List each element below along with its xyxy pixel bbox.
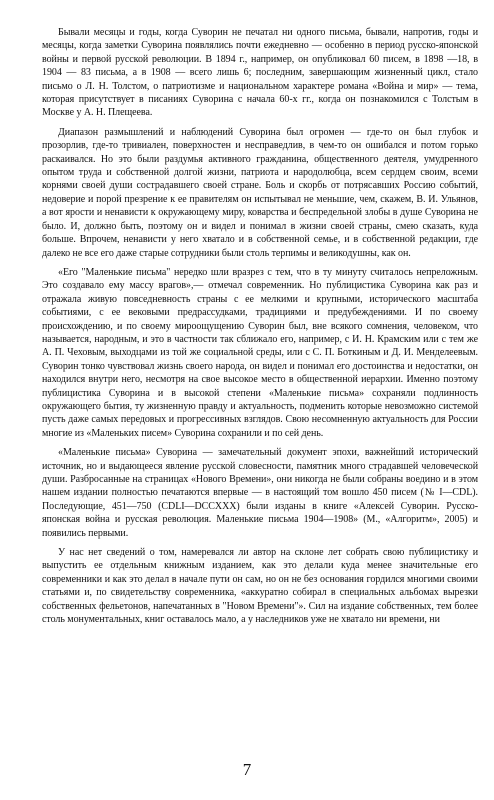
page-number: 7	[242, 760, 252, 779]
paragraph-4: «Маленькие письма» Суворина — замечательный документ эпохи, важнейший исторический источник, но и выдающееся явление русской словесности, памятник много страдавшей человеческой души. Разбросанные на страницах «Нового Времени», они никогда не были собраны воедино и в этом нашем издании полностью печатаются впервые — в настоящий том вошло 450 писем (№ I—CDL). Последующие, 451—750 (CDLI—DCCXXX) были изданы в книге «Алексей Суворин. Русско-японская война и русская революция. Маленькие письма 1904—1908» (М., «Алгоритм», 2005) и появились первыми.	[42, 447, 478, 539]
paragraph-2: Диапазон размышлений и наблюдений Суворина был огромен — где-то он был глубок и прозорлив, где-то тривиален, поверхностен и несправедлив, в чем-то он ошибался и потом горько раскаивался. Но это были раздумья активного гражданина, общественного деятеля, умудренного опытом труда и собственной долгой жизни, патриота и народолюбца, всем сердцем своим, всеми корнями своей души сострадавшего своей стране. Боль и скорбь от потрясавших Россию событий, недоверие и порой презрение к ее правителям он испытывал не меньшие, чем, скажем, В. И. Ульянов, а вот ярости и ненависти к окружающему миру, коварства и беспредельной злобы в душе Суворина не было. И, должно быть, поэтому он и видел и понимал в жизни своей страны, смею сказать, куда больше. Впрочем, ненависти у него хватало и в собственной семье, и в собственной редакции, где далеко не все его даже старые сотрудники были столь терпимы и великодушны, как он.	[42, 126, 478, 259]
paragraph-3: «Его "Маленькие письма" нередко шли вразрез с тем, что в ту минуту считалось непреложным. Это создавало ему массу врагов»,— отмечал современник. Но публицистика Суворина как раз и отражала живую повседневность страны с ее мелкими и крупными, исторического масштаба событиями, с ее вековыми предрассудками, традициями и предубеждениями. И по своему происхождению, и по своему мироощущению Суворин был, вне всякого сомнения, человеком, что называется, народным, и это в частности так сближало его, например, с И. Н. Крамским или с тем же А. П. Чеховым, выходцами из той же социальной среды, или с С. П. Боткиным и Д. И. Менделеевым. Суворин тонко чувствовал жизнь своего народа, он видел и понимал его достоинства и недостатки, он находился внутри него, несмотря на свое высокое место в общественной иерархии. Именно поэтому публицистика Суворина и в высокой степени «Маленькие письма» сохраняли подлинность окружающего бытия, ту жизненную правду и актуальность, подменить которые невозможно системой пусть даже самых передовых и прогрессивных взглядов. Свою несомненную актуальность для России многие из «Маленьких писем» Суворина сохранили и по сей день.	[42, 266, 478, 439]
page-body	[42, 26, 478, 744]
paragraph-5: У нас нет сведений о том, намеревался ли автор на склоне лет собрать свою публицистику и выпустить ее отдельным книжным изданием, как это делали куда менее значительные его современники и как это делал в начале пути он сам, но он не без основания гордился многими своими статьями и, по свидетельству современника, «аккуратно собирал в специальных альбомах вырезки собственных фельетонов, напечатанных в "Новом Времени"». Сил на издание собственных, тем более столь монументальных, книг оставалось мало, а у наследников уже не хватало ни времени, ни	[42, 547, 478, 626]
paragraph-1: Бывали месяцы и годы, когда Суворин не печатал ни одного письма, бывали, напротив, годы и месяцы, когда заметки Суворина появлялись почти ежедневно — особенно в период русско-японской войны и первой русской революции. В 1894 г., например, он опубликовал 60 писем, в 1898 —18, в 1904 — 83 письма, а в 1908 — всего лишь 6; последним, завершающим жизненный цикл, стало письмо о Л. Н. Толстом, о патриотизме и национальном характере романа «Война и мир» — тема, которая присутствует в писаниях Суворина с начала 60-х гг., когда он познакомился с Толстым в Москве у А. Н. Плещеева.	[42, 27, 478, 119]
